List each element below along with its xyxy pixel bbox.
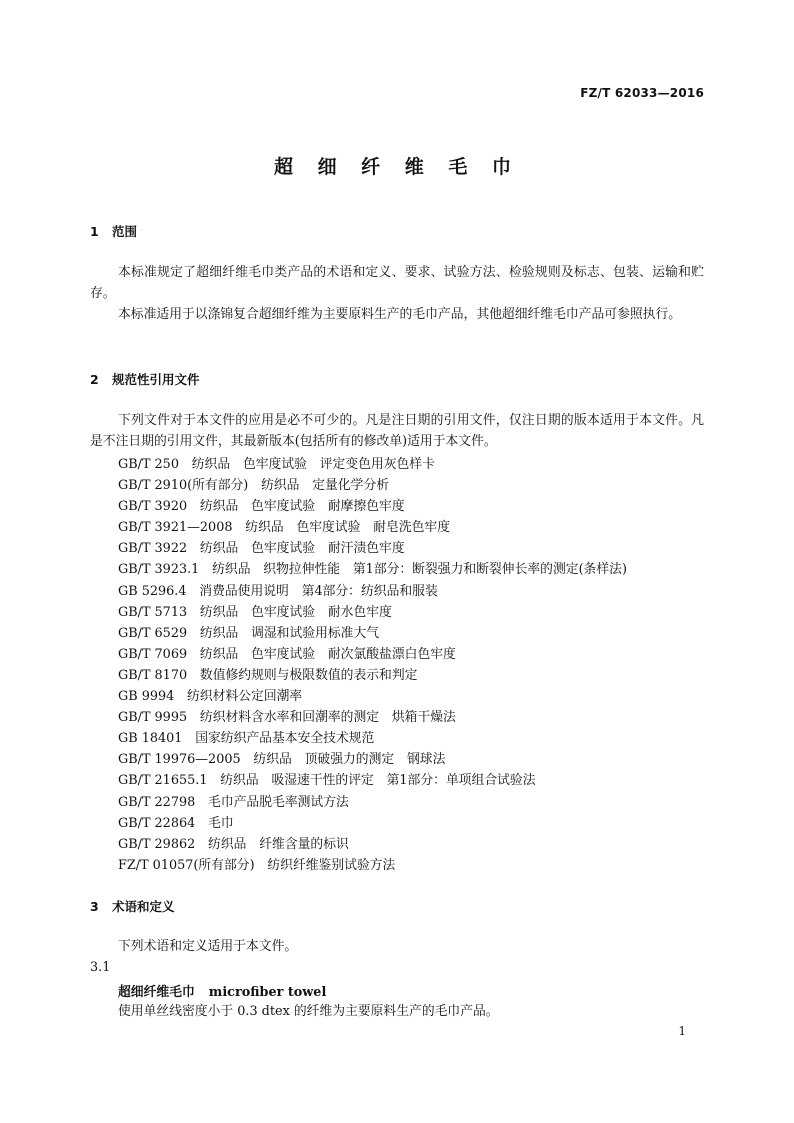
- section-1-heading: [90, 222, 137, 240]
- section-title: 范围: [112, 224, 138, 239]
- reference-item: GB/T 9995 纺织材料含水率和回潮率的测定 烘箱干燥法: [118, 710, 456, 726]
- normative-intro: 下列文件对于本文件的应用是必不可少的。凡是注日期的引用文件，仅注日期的版本适用于本文件。凡是不注日期的引用文件，其最新版本(包括所有的修改单)适用于本文件。: [90, 413, 704, 449]
- terms-intro: 下列术语和定义适用于本文件。: [118, 939, 298, 954]
- reference-list: [118, 454, 708, 876]
- section-3-heading: [90, 897, 175, 915]
- reference-item: GB/T 22864 毛巾: [118, 815, 234, 831]
- reference-item: GB/T 7069 纺织品 色牢度试验 耐次氯酸盐漂白色牢度: [118, 646, 456, 662]
- reference-item: GB/T 29862 纺织品 纤维含量的标识: [118, 836, 349, 852]
- reference-item: GB/T 8170 数值修约规则与极限数值的表示和判定: [118, 667, 418, 683]
- term-chinese: 超细纤维毛巾: [118, 985, 195, 1000]
- reference-item: GB/T 5713 纺织品 色牢度试验 耐水色牢度: [118, 604, 392, 620]
- reference-item: GB/T 250 纺织品 色牢度试验 评定变色用灰色样卡: [118, 457, 435, 472]
- standard-code: FZ/T 62033—2016: [580, 86, 704, 100]
- reference-item: GB/T 19976—2005 纺织品 顶破强力的测定 钢球法: [118, 752, 446, 768]
- reference-item: GB/T 2910(所有部分) 纺织品 定量化学分析: [118, 478, 390, 494]
- section-title: 规范性引用文件: [112, 372, 200, 387]
- section-number: 3: [90, 899, 99, 914]
- reference-item: GB/T 3920 纺织品 色牢度试验 耐摩擦色牢度: [118, 499, 405, 515]
- reference-item: GB 5296.4 消费品使用说明 第4部分：纺织品和服装: [118, 583, 438, 599]
- term-english: microfiber towel: [208, 985, 327, 1000]
- term-heading: [118, 981, 326, 1000]
- reference-item: GB 18401 国家纺织产品基本安全技术规范: [118, 731, 375, 747]
- reference-item: GB/T 6529 纺织品 调湿和试验用标准大气: [118, 625, 380, 641]
- section-number: 2: [90, 372, 99, 387]
- reference-item: GB 9994 纺织材料公定回潮率: [118, 689, 303, 705]
- term-definition: 使用单丝线密度小于 0.3 dtex 的纤维为主要原料生产的毛巾产品。: [118, 1004, 499, 1019]
- section-number: 1: [90, 224, 99, 239]
- section-2-heading: [90, 370, 200, 388]
- page-number: 1: [678, 1024, 686, 1038]
- scope-paragraph-1: 本标准规定了超细纤维毛巾类产品的术语和定义、要求、试验方法、检验规则及标志、包装、运输和贮存。: [90, 265, 704, 301]
- reference-item: GB/T 3922 纺织品 色牢度试验 耐汗渍色牢度: [118, 541, 405, 557]
- reference-item: GB/T 3923.1 纺织品 织物拉伸性能 第1部分：断裂强力和断裂伸长率的测定(条样法): [118, 562, 627, 578]
- section-title: 术语和定义: [112, 899, 175, 914]
- reference-item: GB/T 22798 毛巾产品脱毛率测试方法: [118, 794, 349, 810]
- scope-paragraph-2: 本标准适用于以涤锦复合超细纤维为主要原料生产的毛巾产品，其他超细纤维毛巾产品可参照执行。: [118, 307, 682, 322]
- term-number: 3.1: [90, 960, 111, 975]
- reference-item: FZ/T 01057(所有部分) 纺织纤维鉴别试验方法: [118, 857, 396, 873]
- document-title: 超 细 纤 维 毛 巾: [273, 156, 521, 178]
- reference-item: GB/T 21655.1 纺织品 吸湿速干性的评定 第1部分：单项组合试验法: [118, 773, 536, 789]
- reference-item: GB/T 3921—2008 纺织品 色牢度试验 耐皂洗色牢度: [118, 520, 451, 536]
